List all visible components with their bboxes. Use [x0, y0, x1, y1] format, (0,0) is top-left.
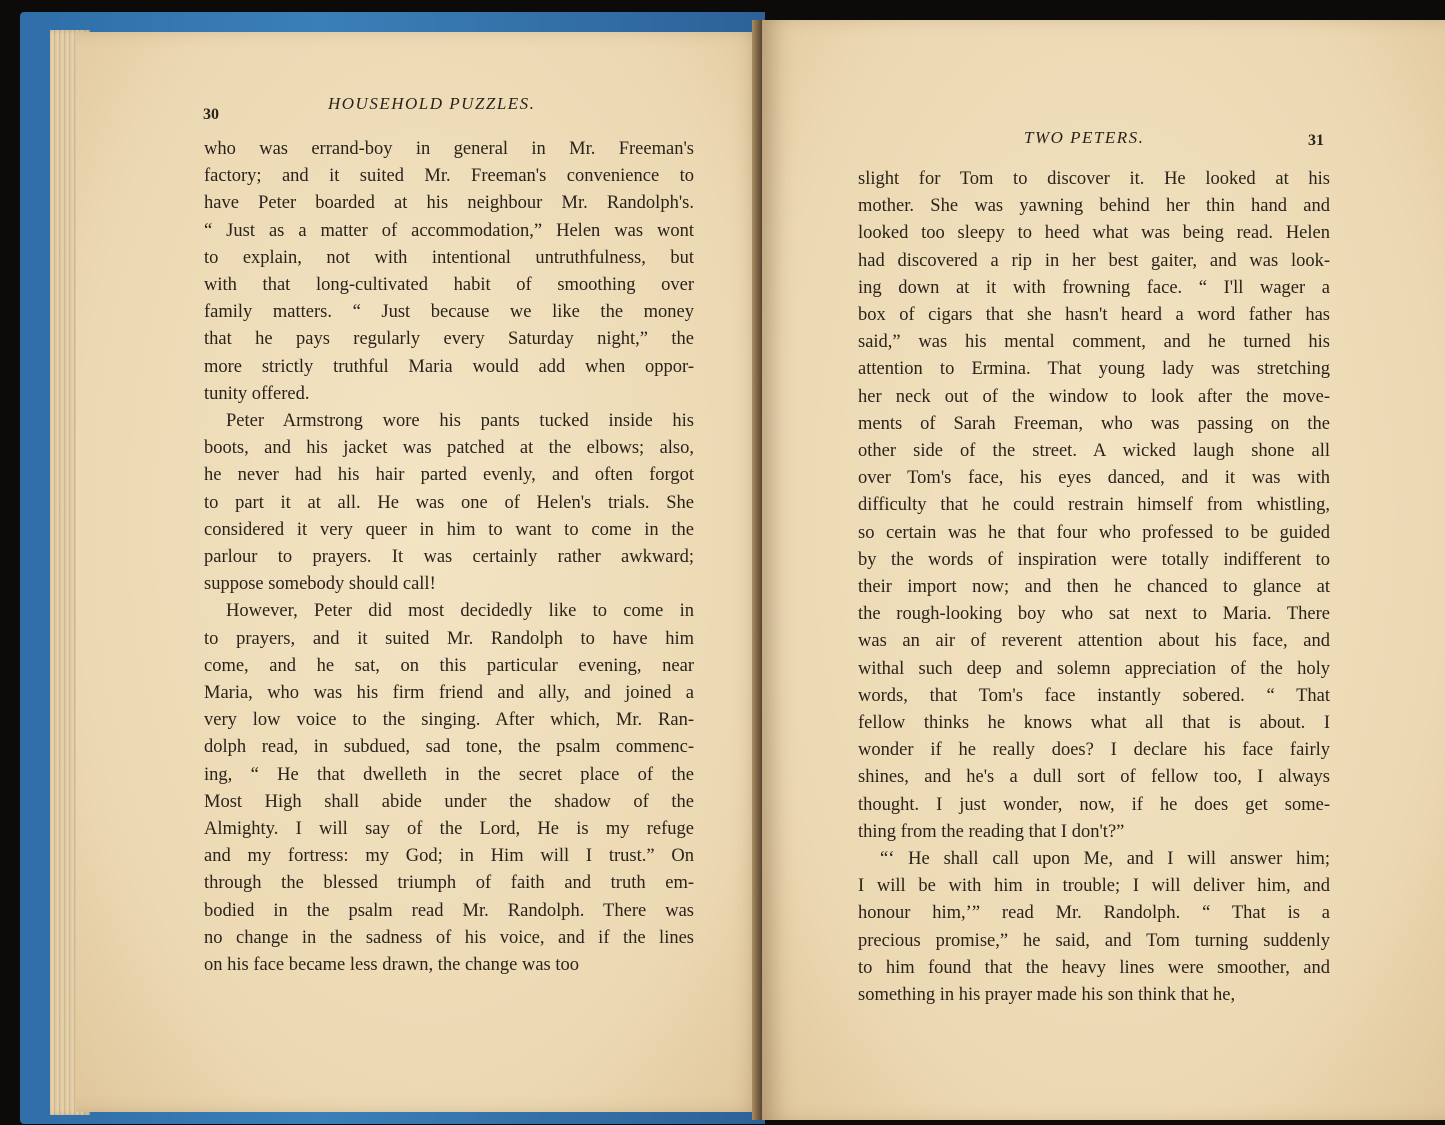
- text-line: Most High shall abide under the shadow of the: [204, 791, 694, 812]
- text-line: looked too sleepy to heed what was being read. Helen: [858, 223, 1330, 244]
- text-line: slight for Tom to discover it. He looked at his: [858, 169, 1330, 189]
- text-line: “‘ He shall call upon Me, and I will answer him;: [880, 849, 1330, 870]
- text-line: so certain was he that four who professed to be guided: [858, 522, 1330, 543]
- text-line: attention to Ermina. That young lady was stretching: [858, 359, 1330, 380]
- text-line: to part it at all. He was one of Helen's trials. She: [204, 492, 694, 513]
- text-line: tunity offered.: [204, 383, 310, 404]
- text-line: to him found that the heavy lines were smoother, and: [858, 957, 1330, 978]
- text-line: her neck out of the window to look after the move-: [858, 386, 1330, 407]
- running-head: TWO PETERS.: [1024, 128, 1145, 147]
- page-number: 31: [1308, 132, 1324, 149]
- text-line: more strictly truthful Maria would add when oppor-: [204, 356, 694, 377]
- text-line: have Peter boarded at his neighbour Mr. Randolph's.: [204, 193, 694, 214]
- text-line: and my fortress: my God; in Him will I trust.” On: [204, 846, 694, 867]
- text-line: their import now; and then he chanced to glance at: [858, 577, 1330, 598]
- text-line: I will be with him in trouble; I will deliver him, and: [858, 876, 1330, 897]
- text-line: words, that Tom's face instantly sobered. “ That: [858, 685, 1330, 706]
- right-page: [762, 20, 1445, 1120]
- text-line: withal such deep and solemn appreciation of the holy: [858, 658, 1330, 679]
- text-line: ments of Sarah Freeman, who was passing on the: [858, 413, 1330, 434]
- text-line: by the words of inspiration were totally indifferent to: [858, 549, 1330, 570]
- text-line: boots, and his jacket was patched at the elbows; also,: [204, 438, 694, 459]
- text-line: precious promise,” he said, and Tom turning suddenly: [858, 930, 1330, 951]
- left-page: [76, 32, 766, 1112]
- page-number: 30: [203, 106, 219, 123]
- text-line: said,” was his mental comment, and he turned his: [858, 332, 1330, 353]
- text-line: wonder if he really does? I declare his face fairly: [858, 740, 1330, 761]
- text-line: something in his prayer made his son think that he,: [858, 985, 1236, 1006]
- text-line: box of cigars that she hasn't heard a word father has: [858, 305, 1330, 326]
- text-line: had discovered a rip in her best gaiter, and was look-: [858, 250, 1330, 271]
- text-line: through the blessed triumph of faith and truth em-: [204, 873, 694, 894]
- text-line: the rough-looking boy who sat next to Maria. There: [858, 604, 1330, 625]
- text-line: bodied in the psalm read Mr. Randolph. There was: [204, 900, 694, 921]
- text-line: no change in the sadness of his voice, and if the lines: [204, 927, 694, 948]
- text-line: parlour to prayers. It was certainly rather awkward;: [204, 547, 694, 568]
- text-line: difficulty that he could restrain himself from whistling,: [858, 495, 1330, 516]
- text-line: However, Peter did most decidedly like to come in: [226, 601, 694, 622]
- text-line: Almighty. I will say of the Lord, He is my refuge: [204, 819, 694, 840]
- text-line: ing down at it with frowning face. “ I'll wager a: [858, 277, 1330, 298]
- text-line: considered it very queer in him to want to come in the: [204, 519, 694, 540]
- text-line: to explain, not with intentional untruthfulness, but: [204, 247, 694, 268]
- text-line: that he pays regularly every Saturday night,” the: [204, 329, 694, 350]
- text-line: factory; and it suited Mr. Freeman's convenience to: [204, 166, 694, 187]
- text-line: on his face became less drawn, the change was too: [204, 955, 579, 976]
- text-line: Peter Armstrong wore his pants tucked inside his: [226, 411, 694, 432]
- text-line: was an air of reverent attention about his face, and: [858, 631, 1330, 652]
- text-line: other side of the street. A wicked laugh shone all: [858, 441, 1330, 462]
- text-line: family matters. “ Just because we like the money: [204, 302, 694, 323]
- text-line: who was errand-boy in general in Mr. Freeman's: [204, 139, 694, 159]
- text-line: mother. She was yawning behind her thin hand and: [858, 196, 1330, 217]
- text-line: “ Just as a matter of accommodation,” Helen was wont: [204, 220, 694, 241]
- text-line: thought. I just wonder, now, if he does get some-: [858, 794, 1330, 815]
- text-line: suppose somebody should call!: [204, 574, 436, 595]
- text-line: dolph read, in subdued, sad tone, the psalm commenc-: [204, 737, 694, 758]
- text-line: fellow thinks he knows what all that is about. I: [858, 713, 1330, 734]
- body-text: [204, 136, 694, 979]
- body-text: [858, 166, 1330, 1009]
- text-line: to prayers, and it suited Mr. Randolph to have him: [204, 628, 694, 649]
- text-line: come, and he sat, on this particular evening, near: [204, 655, 694, 676]
- text-line: he never had his hair parted evenly, and often forgot: [204, 465, 694, 486]
- text-line: very low voice to the singing. After which, Mr. Ran-: [204, 710, 694, 731]
- running-head: HOUSEHOLD PUZZLES.: [328, 94, 536, 113]
- text-line: ing, “ He that dwelleth in the secret place of the: [204, 764, 694, 785]
- text-line: shines, and he's a dull sort of fellow too, I always: [858, 767, 1330, 788]
- text-line: over Tom's face, his eyes danced, and it was with: [858, 468, 1330, 489]
- text-line: thing from the reading that I don't?”: [858, 821, 1125, 842]
- text-line: with that long-cultivated habit of smoothing over: [204, 275, 694, 296]
- text-line: Maria, who was his firm friend and ally, and joined a: [204, 683, 694, 704]
- text-line: honour him,’” read Mr. Randolph. “ That is a: [858, 903, 1330, 924]
